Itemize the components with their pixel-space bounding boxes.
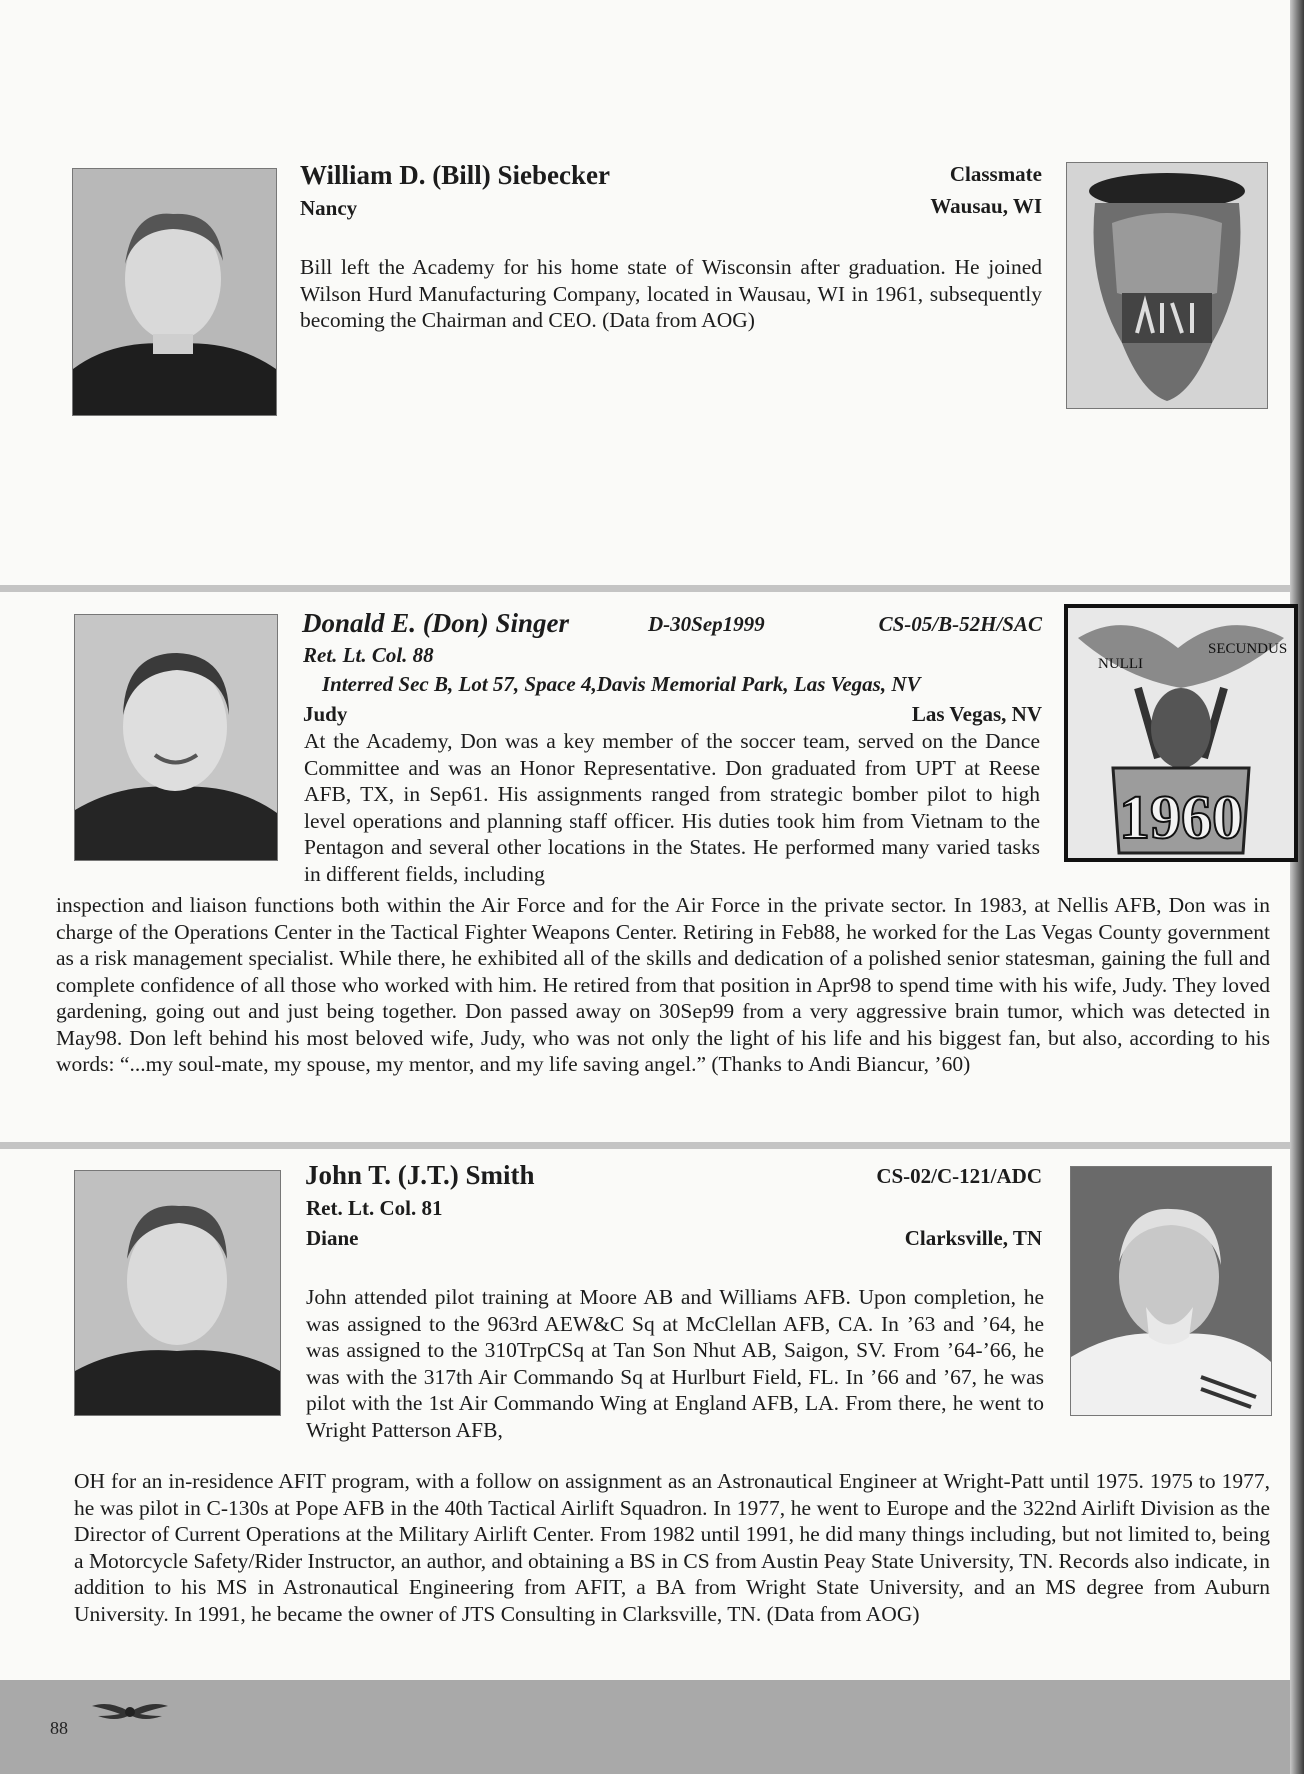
- bio-text: Bill left the Academy for his home state of Wisconsin after graduation. He joined Wilson Hurd Manufacturing Company, located in Wausau, WI in 1961, subsequently becoming the Chairman and CEO. (Data from AOG): [300, 255, 1042, 332]
- cadet-photo-siebecker: [72, 168, 277, 416]
- page-number: 88: [50, 1718, 68, 1738]
- crest-motto-left: NULLI: [1098, 656, 1143, 672]
- entry-squadron: CS-05/B-52H/SAC: [878, 612, 1042, 636]
- entry-bio-narrow: [304, 728, 1040, 887]
- entry-location: Wausau, WI: [930, 194, 1042, 218]
- entry-status: Classmate: [949, 162, 1042, 186]
- entry-squadron: CS-02/C-121/ADC: [876, 1164, 1042, 1188]
- class-ring-image: [1066, 162, 1268, 409]
- section-divider: [0, 585, 1290, 592]
- crest-year: 1960: [1119, 784, 1243, 852]
- entry-spouse: Judy: [303, 702, 348, 726]
- bio-text: John attended pilot training at Moore AB and Williams AFB. Upon completion, he was assigned to the 963rd AEW&C Sq at McClellan AFB, CA. In ’63 and ’64, he was assigned to the 310TrpCSq at Tan Son Nhut AB, Saigon, SV. From ’64-’66, he was with the 317th Air Commando Sq at Hurlburt Field, FL. In ’66 and ’67, he was pilot with the 1st Air Commando Wing at England AFB, LA. From there, he went to Wright Patterson AFB,: [306, 1285, 1044, 1442]
- pilot-wings-icon: [90, 1692, 170, 1732]
- bio-text: At the Academy, Don was a key member of the soccer team, served on the Dance Committee and was an Honor Representative. Don graduated from UPT at Reese AFB, TX, in Sep61. His assignments ranged from strategic bomber pilot to high level operations and planning staff officer. His duties took him from Vietnam to the Pentagon and several other locations in the States. He performed many varied tasks in different fields, including: [304, 729, 1040, 886]
- entry-location: Clarksville, TN: [904, 1226, 1042, 1250]
- entry-death-date: D-30Sep1999: [648, 612, 765, 636]
- entry-bio-narrow: [306, 1284, 1044, 1443]
- entry-bio-wide: [74, 1468, 1270, 1627]
- cadet-photo-smith: [74, 1170, 281, 1416]
- bio-text: inspection and liaison functions both within the Air Force and for the Air Force in the private sector. In 1983, at Nellis AFB, Don was in charge of the Operations Center in the Tactical Fighter Weapons Center. Retiring in Feb88, he worked for the Las Vegas County government as a risk management specialist. While there, he exhibited all of the skills and dedication of a polished senior statesman, gaining the full and complete confidence of all those who worked with him. He retired from that position in Apr98 to spend time with his wife, Judy. They loved gardening, going out and just being together. Don passed away on 30Sep99 from a very aggressive brain tumor, which was detected in May98. Don left behind his most beloved wife, Judy, who was not only the light of his life and his biggest fan, but also, according to his words: “...my soul-mate, my spouse, my mentor, and my life saving angel.” (Thanks to Andi Biancur, ’60): [56, 893, 1270, 1076]
- bio-text: OH for an in-residence AFIT program, with a follow on assignment as an Astronautical Engineer at Wright-Patt until 1975. 1975 to 1977, he was pilot in C-130s at Pope AFB in the 40th Tactical Airlift Squadron. In 1977, he went to Europe and the 322nd Airlift Division as the Director of Current Operations at the Military Airlift Center. From 1982 until 1991, he did many things including, but not limited to, being a Motorcycle Safety/Rider Instructor, an author, and obtaining a BS in CS from Austin Peay State University, TN. Records also indicate, in addition to his MS in Astronautical Engineering from AFIT, a BA from Wright State University, and an MS degree from Auburn University. In 1991, he became the owner of JTS Consulting in Clarksville, TN. (Data from AOG): [74, 1469, 1270, 1626]
- entry-name: John T. (J.T.) Smith: [305, 1160, 535, 1190]
- crest-motto-right: SECUNDUS: [1208, 641, 1288, 657]
- entry-bio-wide: [56, 892, 1270, 1078]
- entry-rank: Ret. Lt. Col. 88: [303, 643, 434, 667]
- cadet-photo-singer: [74, 614, 278, 861]
- entry-interment: Interred Sec B, Lot 57, Space 4,Davis Memorial Park, Las Vegas, NV: [322, 672, 921, 696]
- section-divider: [0, 1142, 1290, 1149]
- page-binding-shadow: [1290, 0, 1304, 1774]
- entry-location: Las Vegas, NV: [911, 702, 1042, 726]
- page-footer-band: [0, 1680, 1290, 1774]
- entry-rank: Ret. Lt. Col. 81: [306, 1196, 443, 1220]
- entry-name: William D. (Bill) Siebecker: [300, 160, 610, 190]
- class-crest-image: [1064, 604, 1298, 862]
- entry-name: Donald E. (Don) Singer: [302, 608, 570, 638]
- entry-spouse: Diane: [306, 1226, 359, 1250]
- recent-portrait-image: [1070, 1166, 1272, 1416]
- entry-spouse: Nancy: [300, 196, 358, 220]
- entry-bio: [300, 254, 1042, 334]
